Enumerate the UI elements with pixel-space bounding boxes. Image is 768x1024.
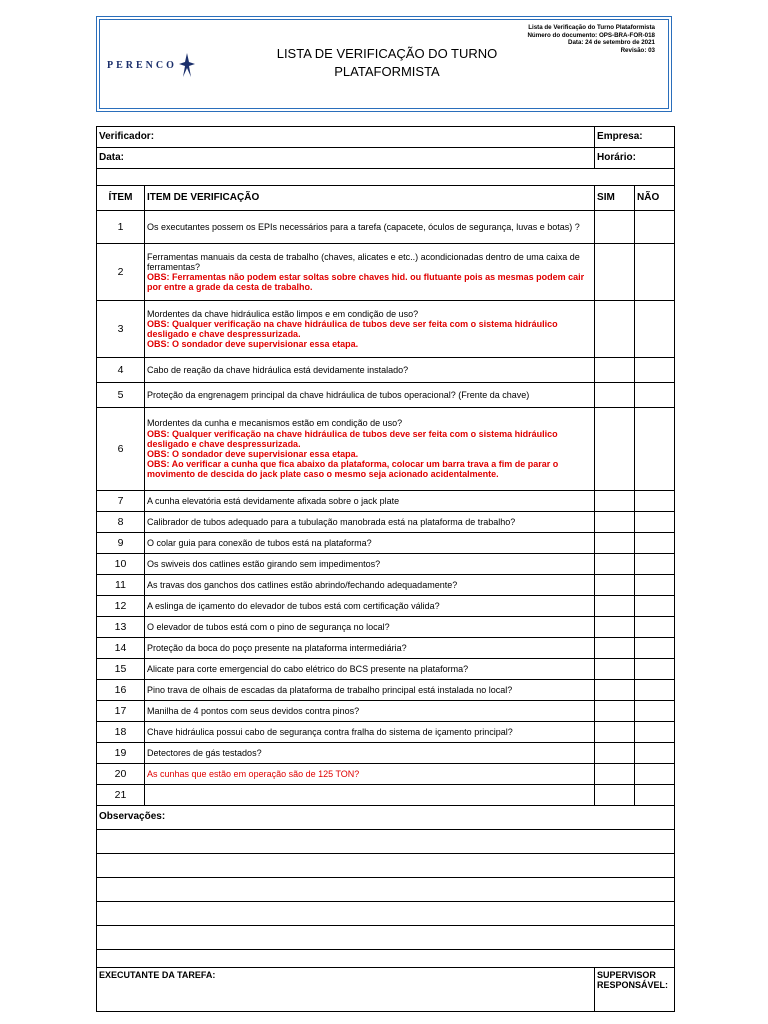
item-question: Proteção da engrenagem principal da chave hidráulica de tubos operacional? (Frente da chave) [147, 389, 530, 400]
observacoes-line [97, 926, 675, 950]
star-logo-icon [179, 53, 195, 77]
checkbox-sim[interactable] [595, 701, 635, 722]
checkbox-nao[interactable] [635, 383, 675, 408]
item-number: 10 [97, 554, 145, 575]
col-verificacao-header: ITEM DE VERIFICAÇÃO [145, 186, 595, 211]
item-number: 2 [97, 244, 145, 301]
observacoes-line [97, 878, 675, 902]
item-description [145, 491, 595, 512]
observacoes-input[interactable] [97, 926, 675, 950]
checkbox-sim[interactable] [595, 408, 635, 491]
item-question: Detectores de gás testados? [147, 747, 262, 758]
item-number: 19 [97, 743, 145, 764]
table-row [97, 743, 675, 764]
item-question: A eslinga de içamento do elevador de tubos está com certificação válida? [147, 600, 440, 611]
checkbox-sim[interactable] [595, 512, 635, 533]
table-row [97, 211, 675, 244]
item-number: 9 [97, 533, 145, 554]
item-description [145, 301, 595, 358]
item-description [145, 358, 595, 383]
observacoes-line [97, 854, 675, 878]
item-description [145, 743, 595, 764]
item-question: Alicate para corte emergencial do cabo elétrico do BCS presente na plataforma? [147, 663, 469, 674]
meta-doc-date: Data: 24 de setembro de 2021 [567, 39, 655, 47]
spacer-row [97, 950, 675, 968]
item-description [145, 638, 595, 659]
checkbox-nao[interactable] [635, 743, 675, 764]
item-number: 1 [97, 211, 145, 244]
data-field[interactable]: Data: [97, 148, 595, 169]
item-question: Mordentes da cunha e mecanismos estão em condição de uso? [147, 418, 403, 429]
checkbox-sim[interactable] [595, 596, 635, 617]
checkbox-sim[interactable] [595, 211, 635, 244]
checkbox-nao[interactable] [635, 785, 675, 806]
item-description [145, 701, 595, 722]
title-line-1: LISTA DE VERIFICAÇÃO DO TURNO [276, 46, 498, 61]
checkbox-sim[interactable] [595, 743, 635, 764]
item-question: Proteção da boca do poço presente na plataforma intermediária? [147, 642, 407, 653]
table-row [97, 785, 675, 806]
table-row [97, 617, 675, 638]
meta-doc-number: Número do documento: OPS-BRA-FOR-018 [527, 31, 655, 39]
item-number: 17 [97, 701, 145, 722]
company-name: PERENCO [107, 59, 177, 71]
spacer-cell [97, 169, 675, 186]
checkbox-nao[interactable] [635, 358, 675, 383]
title-line-2: PLATAFORMISTA [334, 64, 440, 79]
document-header [96, 16, 672, 112]
executante-signature[interactable]: EXECUTANTE DA TAREFA: [97, 968, 595, 1012]
item-question: O colar guia para conexão de tubos está na plataforma? [147, 537, 372, 548]
observacoes-row [97, 806, 675, 830]
item-question: Cabo de reação da chave hidráulica está devidamente instalado? [147, 364, 409, 375]
table-row [97, 638, 675, 659]
table-row [97, 764, 675, 785]
item-number: 15 [97, 659, 145, 680]
item-description [145, 617, 595, 638]
item-description [145, 596, 595, 617]
item-question: Os swiveis dos catlines estão girando sem impedimentos? [147, 558, 381, 569]
verificador-row [97, 127, 675, 148]
observacoes-input[interactable] [97, 878, 675, 902]
item-question: Calibrador de tubos adequado para a tubulação manobrada está na plataforma de trabalho? [147, 516, 516, 527]
observacoes-input[interactable] [97, 830, 675, 854]
item-question: As cunhas que estão em operação são de 125 TON? [147, 768, 360, 779]
item-number: 4 [97, 358, 145, 383]
item-description [145, 722, 595, 743]
signature-row [97, 968, 675, 1012]
document-title [247, 45, 527, 81]
checkbox-nao[interactable] [635, 533, 675, 554]
checkbox-nao[interactable] [635, 575, 675, 596]
supervisor-signature[interactable]: SUPERVISOR RESPONSÁVEL: [595, 968, 675, 1012]
observacoes-label: Observações: [97, 806, 675, 830]
item-observation: OBS: Ao verificar a cunha que fica abaixo da plataforma, colocar um barra trava a fim de parar o movimento de descida do jack plate caso o mesmo seja acionado acidentalmente. [147, 459, 559, 480]
observacoes-input[interactable] [97, 902, 675, 926]
spacer-row [97, 169, 675, 186]
company-logo [107, 53, 195, 77]
table-row [97, 491, 675, 512]
checkbox-nao[interactable] [635, 512, 675, 533]
table-row [97, 596, 675, 617]
item-number: 3 [97, 301, 145, 358]
item-observation: OBS: Ferramentas não podem estar soltas sobre chaves hid. ou flutuante pois as mesmas podem cair por entre a grade da cesta de trabalho. [147, 272, 585, 293]
checkbox-sim[interactable] [595, 383, 635, 408]
item-observation: OBS: O sondador deve supervisionar essa etapa. [147, 339, 359, 350]
table-row [97, 408, 675, 491]
checkbox-sim[interactable] [595, 764, 635, 785]
item-observation: OBS: Qualquer verificação na chave hidráulica de tubos deve ser feita com o sistema hidráulico desligado e chave despressurizada. [147, 428, 558, 449]
item-description [145, 575, 595, 596]
item-description [145, 533, 595, 554]
item-number: 7 [97, 491, 145, 512]
item-number: 13 [97, 617, 145, 638]
checkbox-nao[interactable] [635, 408, 675, 491]
item-number: 8 [97, 512, 145, 533]
column-header-row [97, 186, 675, 211]
item-description [145, 554, 595, 575]
item-number: 5 [97, 383, 145, 408]
checkbox-nao[interactable] [635, 764, 675, 785]
item-question: Chave hidráulica possui cabo de segurança contra fralha do sistema de içamento principal? [147, 726, 513, 737]
item-description [145, 680, 595, 701]
col-item-header: ÍTEM [97, 186, 145, 211]
checkbox-sim[interactable] [595, 659, 635, 680]
item-description [145, 764, 595, 785]
col-nao-header: NÃO [635, 186, 675, 211]
item-number: 21 [97, 785, 145, 806]
checkbox-sim[interactable] [595, 301, 635, 358]
item-question: Mordentes da chave hidráulica estão limpos e em condição de uso? [147, 308, 419, 319]
checkbox-nao[interactable] [635, 617, 675, 638]
table-row [97, 533, 675, 554]
item-number: 11 [97, 575, 145, 596]
data-row [97, 148, 675, 169]
item-description [145, 408, 595, 491]
checkbox-nao[interactable] [635, 638, 675, 659]
observacoes-line [97, 902, 675, 926]
checkbox-sim[interactable] [595, 680, 635, 701]
item-question: As travas dos ganchos dos catlines estão abrindo/fechando adequadamente? [147, 579, 458, 590]
checkbox-sim[interactable] [595, 722, 635, 743]
checkbox-sim[interactable] [595, 575, 635, 596]
item-question: Ferramentas manuais da cesta de trabalho (chaves, alicates e etc..) acondicionadas dentro de uma caixa de ferramentas? [147, 251, 580, 272]
item-description [145, 659, 595, 680]
meta-revision: Revisão: 03 [620, 46, 655, 54]
item-observation: OBS: Qualquer verificação na chave hidráulica de tubos deve ser feita com o sistema hidráulico desligado e chave despressurizada. [147, 318, 558, 339]
table-row [97, 301, 675, 358]
item-number: 6 [97, 408, 145, 491]
document-meta [527, 24, 655, 54]
checkbox-sim[interactable] [595, 358, 635, 383]
checkbox-sim[interactable] [595, 244, 635, 301]
checkbox-nao[interactable] [635, 659, 675, 680]
table-row [97, 244, 675, 301]
item-number: 18 [97, 722, 145, 743]
item-observation: OBS: O sondador deve supervisionar essa etapa. [147, 449, 359, 459]
col-sim-header: SIM [595, 186, 635, 211]
table-row [97, 554, 675, 575]
item-question: Os executantes possem os EPIs necessários para a tarefa (capacete, óculos de segurança, luvas e botas) ? [147, 221, 580, 232]
checkbox-nao[interactable] [635, 701, 675, 722]
table-row [97, 701, 675, 722]
observacoes-input[interactable] [97, 854, 675, 878]
checkbox-nao[interactable] [635, 301, 675, 358]
observacoes-line [97, 830, 675, 854]
checkbox-sim[interactable] [595, 638, 635, 659]
item-number: 16 [97, 680, 145, 701]
checkbox-sim[interactable] [595, 617, 635, 638]
empresa-field[interactable]: Empresa: [595, 127, 675, 148]
horario-field[interactable]: Horário: [595, 148, 675, 169]
table-row [97, 358, 675, 383]
meta-doc-name: Lista de Verificação do Turno Plataformista [528, 24, 655, 31]
table-row [97, 680, 675, 701]
item-description [145, 512, 595, 533]
table-row [97, 575, 675, 596]
checkbox-nao[interactable] [635, 244, 675, 301]
item-number: 20 [97, 764, 145, 785]
table-row [97, 722, 675, 743]
checkbox-sim[interactable] [595, 785, 635, 806]
item-description [145, 383, 595, 408]
item-question: Manilha de 4 pontos com seus devidos contra pinos? [147, 705, 360, 716]
item-question: A cunha elevatória está devidamente afixada sobre o jack plate [147, 495, 400, 506]
item-description [145, 785, 595, 806]
checkbox-nao[interactable] [635, 554, 675, 575]
table-row [97, 512, 675, 533]
item-question: O elevador de tubos está com o pino de segurança no local? [147, 621, 390, 632]
table-row [97, 383, 675, 408]
checkbox-nao[interactable] [635, 491, 675, 512]
item-description [145, 244, 595, 301]
checkbox-nao[interactable] [635, 680, 675, 701]
checkbox-nao[interactable] [635, 211, 675, 244]
item-number: 14 [97, 638, 145, 659]
item-description [145, 211, 595, 244]
checkbox-nao[interactable] [635, 722, 675, 743]
item-question: Pino trava de olhais de escadas da plataforma de trabalho principal está instalada no local? [147, 684, 513, 695]
checklist-table [96, 126, 675, 1012]
verificador-field[interactable]: Verificador: [97, 127, 595, 148]
checkbox-sim[interactable] [595, 554, 635, 575]
table-row [97, 659, 675, 680]
checkbox-nao[interactable] [635, 596, 675, 617]
checkbox-sim[interactable] [595, 533, 635, 554]
checkbox-sim[interactable] [595, 491, 635, 512]
spacer-cell [97, 950, 675, 968]
item-number: 12 [97, 596, 145, 617]
